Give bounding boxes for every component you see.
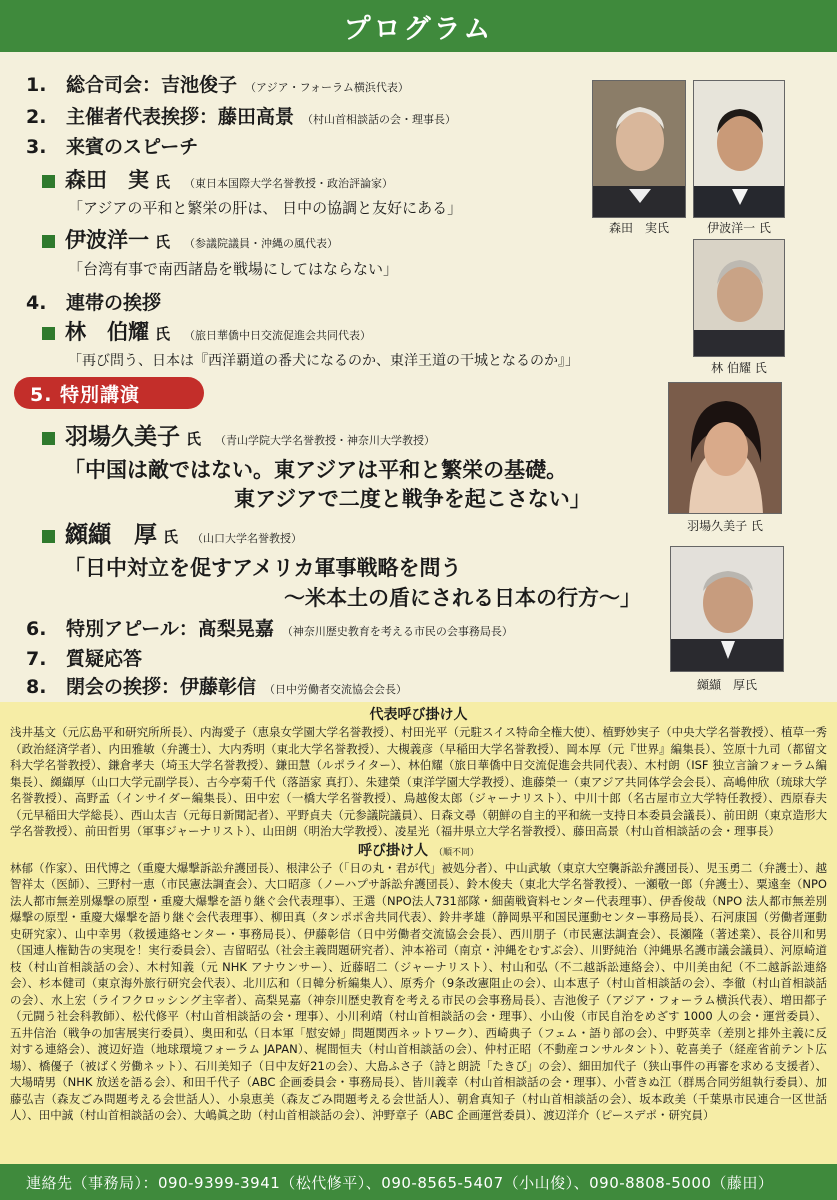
speaker-affiliation: （旅日華僑中日交流促進会共同代表）	[184, 329, 372, 342]
speaker-name: 森田 実	[65, 168, 149, 192]
item-number: 8.	[26, 676, 47, 698]
speaker-name: 纐纈 厚	[65, 522, 157, 548]
item-title: 来賓のスピーチ	[66, 136, 199, 158]
speaker-koketsu	[42, 516, 302, 549]
photo-caption: 林 伯耀 氏	[711, 361, 767, 375]
page-title: プログラム	[343, 13, 494, 45]
speaker-quote: 「台湾有事で南西諸島を戦場にしてはならない」	[68, 260, 399, 278]
callers-heading	[10, 842, 827, 860]
speaker-honorific: 氏	[155, 233, 171, 251]
item-title: 閉会の挨拶：伊藤彰信	[66, 676, 257, 698]
program-item-6	[26, 614, 513, 641]
speaker-quote-line1: 「日中対立を促すアメリカ軍事戦略を問う	[64, 555, 462, 580]
speaker-affiliation: （山口大学名誉教授）	[192, 532, 303, 545]
item-number: 2.	[26, 106, 47, 128]
speaker-honorific: 氏	[155, 325, 171, 343]
speaker-honorific: 氏	[186, 430, 202, 448]
program-item-3	[26, 132, 198, 159]
special-lecture-badge: 5. 特別講演	[14, 377, 204, 409]
bullet-square-icon	[42, 432, 55, 445]
item-affiliation: （村山首相談話の会・理事長）	[302, 113, 457, 126]
speaker-haba	[42, 418, 435, 451]
item-title: 質疑応答	[66, 648, 143, 670]
portrait-lin	[693, 239, 785, 357]
callers-title: 呼び掛け人	[357, 842, 428, 859]
item-number: 7.	[26, 648, 47, 670]
speaker-name: 林 伯耀	[65, 320, 149, 344]
program-section	[0, 52, 837, 702]
item-number: 1.	[26, 74, 47, 96]
speaker-affiliation: （東日本国際大学名誉教授・政治評論家）	[184, 177, 394, 190]
speaker-name: 伊波洋一	[65, 228, 149, 252]
speaker-affiliation: （青山学院大学名誉教授・神奈川大学教授）	[215, 434, 436, 447]
speaker-affiliation: （参議院議員・沖縄の風代表）	[184, 237, 339, 250]
speaker-honorific: 氏	[163, 528, 179, 546]
representatives-title: 代表呼び掛け人	[369, 707, 468, 723]
speaker-name: 羽場久美子	[65, 424, 180, 450]
item-number: 3.	[26, 136, 47, 158]
speaker-quote: 「再び問う、日本は『西洋覇道の番犬になるのか、東洋王道の干城となるのか』」	[68, 353, 579, 369]
portrait-iha	[693, 80, 785, 218]
speaker-quote-line2: ～米本土の盾にされる日本の行方～」	[284, 585, 641, 610]
photo-caption: 羽場久美子 氏	[687, 519, 763, 533]
names-section	[0, 702, 837, 1164]
portrait-koketsu	[670, 546, 784, 672]
callers-list: 林郁（作家）、田代博之（重慶大爆撃訴訟弁護団長）、根津公子（「日の丸・君が代」被処分者）、中山武敏（東京大空襲訴訟弁護団長）、児玉勇二（弁護士）、越智祥太（医師）、三野村一恵（市民憲法調査会）、大口昭彦（ノーハプサ訴訟弁護団長）、鈴木俊夫（東北大学名誉教授）、一瀬敬一郎（弁護士）、粟遠奎（NPO 法人都市無差別爆撃の原型・重慶大爆撃を語り継ぐ会代表理事）、王選（NPO法人731部隊・細菌戦資料センター代表理事）、伊香俊哉（NPO 法人都市無差別爆撃の原型・重慶大爆撃を語り継ぐ会代表理事）、柳田真（タンポポ舎共同代表）、鈴井孝雄（静岡県平和国民運動センター事務局長）、石河康国（労働者運動史研究家）、山中幸男（救援連絡センター・事務局長）、伊藤彰信（日中労働者交流協会会長）、西川朋子（市民憲法調査会）、長瀬隆（著述業）、長谷川和男（国連人権勧告の実現を！実行委員会）、吉留昭弘（社会主義問題研究者）、沖本裕司（南京・沖縄をむすぶ会）、川野純治（沖縄県名護市議会議員）、河原崎道枝（村山首相談話の会）、木村知義（元 NHK アナウンサー）、近藤昭二（ジャーナリスト）、村山和弘（不二越訴訟連絡会）、中川美由紀（不二越訴訟連絡会）、杉本健司（東京海外旅行研究会代表）、北川広和（日韓分析編集人）、原秀介（9条改憲阻止の会）、山本恵子（村山首相談話の会）、李徹（村山首相談話の会）、水上宏（ライフクロッシング主宰者）、高梨晃嘉（神奈川歴史教育を考える市民の会事務局長）、吉池俊子（アジア・フォーラム横浜代表）、増田都子（元闘う社会科教師）、松代修平（村山首相談話の会・理事）、小川利靖（村山首相談話の会・理事）、小山俊（市民自治をめざす 1000 人の会・運営委員）、五井信治（戦争の加害展実行委員）、奥田和弘（日本軍「慰安婦」問題関西ネットワーク）、西崎典子（フェム・語り部の会）、中野英幸（差別と排外主義に反対する連絡会）、渡辺好造（地球環境フォーラム JAPAN）、梶間恒夫（村山首相談話の会）、仲村正昭（不動産コンサルタント）、乾喜美子（経産省前テント広場）、橋優子（被ばく労働ネット）、石川美知子（日中友好21の会）、大島ふさ子（詩と朗読「たきび」の会）、細田加代子（狭山事件の再審を求める支援者）、大場晴男（NHK 放送を語る会）、和田千代子（ABC 企画委員会・事務局長）、皆川義幸（村山首相談話の会・理事）、小菅きぬ江（群馬合同労組執行委員）、加藤弘吉（森友ごみ問題考える会世話人）、小泉恵美（森友ごみ問題考える会世話人）、朝倉真知子（村山首相談話の会）、坂本政美（千葉県市民連合一区世話人）、田中誠（村山首相談話の会）、大嶋眞之助（村山首相談話の会）、沖野章子（ABC 企画運営委員）、渡辺洋介（ピースデポ・研究員）	[10, 860, 827, 1122]
speaker-quote: 「アジアの平和と繁栄の肝は、 日中の協調と友好にある」	[68, 199, 463, 217]
program-item-2	[26, 102, 456, 129]
program-item-4	[26, 288, 161, 315]
program-item-1	[26, 70, 409, 97]
photo-caption: 森田 実氏	[608, 221, 669, 235]
item-affiliation: （アジア・フォーラム横浜代表）	[245, 81, 409, 94]
portrait-morita	[592, 80, 686, 218]
speaker-iha	[42, 224, 338, 254]
bullet-square-icon	[42, 235, 55, 248]
bullet-square-icon	[42, 175, 55, 188]
item-affiliation: （日中労働者交流協会会長）	[264, 683, 408, 696]
portrait-haba	[668, 382, 782, 514]
header-banner	[0, 0, 837, 52]
item-title: 総合司会：吉池俊子	[66, 74, 238, 96]
item-number: 6.	[26, 618, 47, 640]
program-item-7	[26, 644, 142, 671]
item-title: 特別アピール：髙梨晃嘉	[66, 618, 274, 640]
speaker-quote-line2: 東アジアで二度と戦争を起こさない」	[234, 486, 591, 511]
speaker-morita	[42, 164, 393, 194]
speaker-quote-line1: 「中国は敵ではない。東アジアは平和と繁栄の基礎。	[64, 457, 568, 482]
callers-note: （順不同）	[433, 847, 479, 858]
contact-footer: 連絡先（事務局）：090-9399-3941（松代修平）、090-8565-5407（小山俊）、090-8808-5000（藤田）	[0, 1164, 837, 1200]
photo-caption: 纐纈 厚氏	[696, 678, 757, 692]
speaker-lin	[42, 316, 371, 346]
item-title: 連帯の挨拶	[66, 292, 162, 314]
bullet-square-icon	[42, 327, 55, 340]
speaker-honorific: 氏	[155, 173, 171, 191]
item-affiliation: （神奈川歴史教育を考える市民の会事務局長）	[281, 625, 513, 638]
representatives-list: 浅井基文（元広島平和研究所所長）、内海愛子（恵泉女学園大学名誉教授）、村田光平（元駐スイス特命全権大使）、植野妙実子（中央大学名誉教授）、植草一秀（政治経済学者）、内田雅敏（弁護士）、大内秀明（東北大学名誉教授）、大槻義彦（早稲田大学名誉教授）、岡本厚（元『世界』編集長）、笠原十九司（都留文科大学名誉教授）、鎌倉孝夫（埼玉大学名誉教授）、鎌田慧（ルポライター）、林伯耀（旅日華僑中日交流促進会共同代表）、木村朗（ISF 独立言論フォーラム編集長）、纐纈厚（山口大学元副学長）、古今亭菊千代（落語家 真打）、朱建榮（東洋学園大学教授）、進藤榮一（東アジア共同体学会会長）、高嶋伸欣（琉球大学名誉教授）、高野孟（インサイダー編集長）、田中宏（一橋大学名誉教授）、鳥越俊太郎（ジャーナリスト）、中川十郎（名古屋市立大学特任教授）、西原春夫（元早稲田大学総長）、西山太吉（元毎日新聞記者）、平野貞夫（元参議院議員）、日森文尋（朝鮮の自主的平和統一支持日本委員会議長）、前田朗（東京造形大学名誉教授）、前田哲男（軍事ジャーナリスト）、山田朗（明治大学教授）、凌星光（福井県立大学名誉教授）、藤田高景（村山首相談話の会・理事長）	[10, 725, 827, 838]
program-item-8	[26, 672, 407, 699]
item-title: 主催者代表挨拶：藤田高景	[66, 106, 295, 128]
item-number: 4.	[26, 292, 47, 314]
photo-caption: 伊波洋一 氏	[707, 221, 771, 235]
bullet-square-icon	[42, 530, 55, 543]
